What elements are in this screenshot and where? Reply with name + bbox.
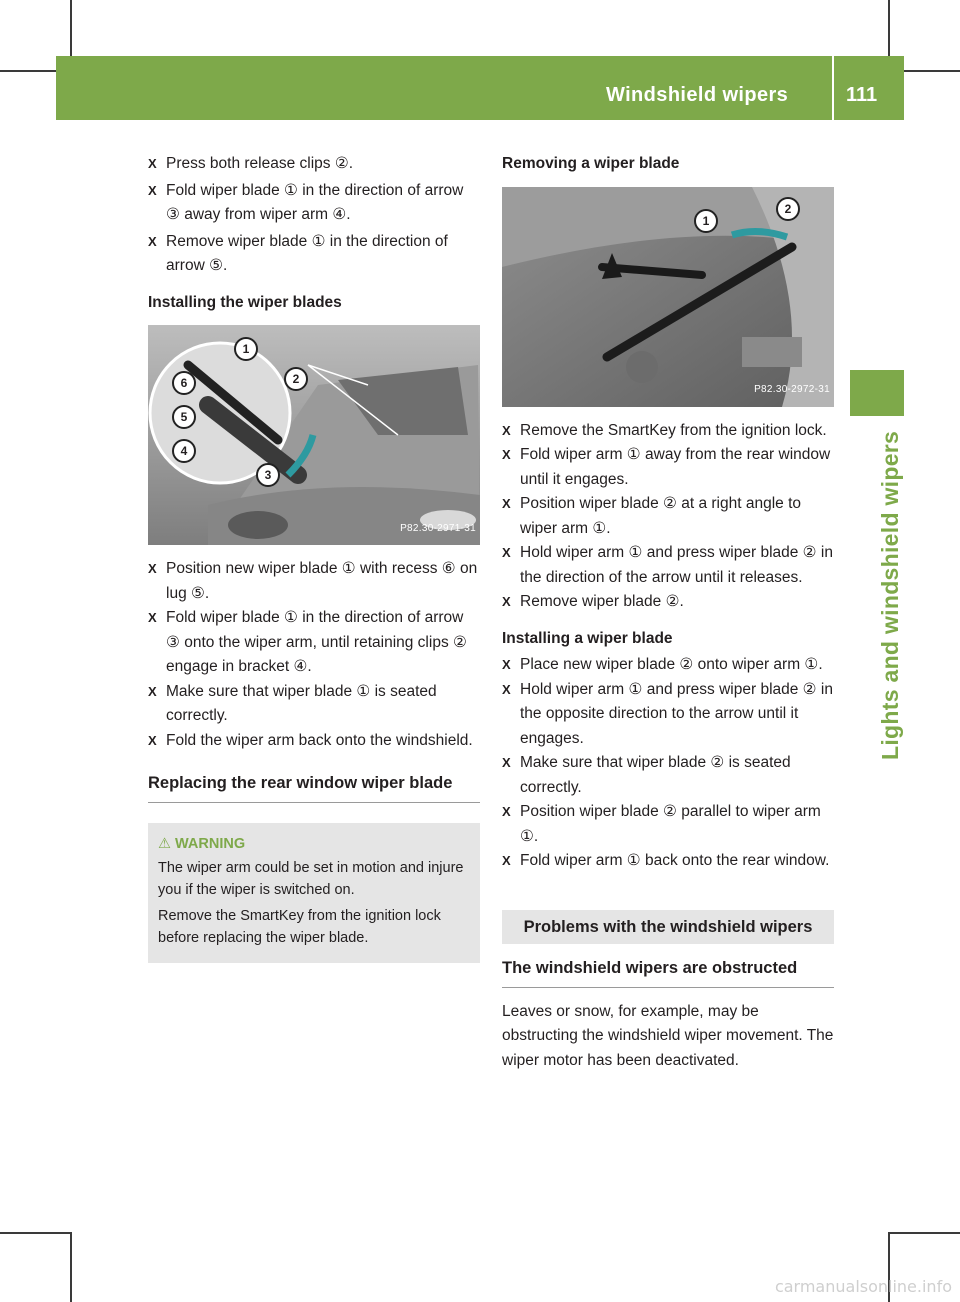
warning-text: The wiper arm could be set in motion and injure you if the wiper is switched on.: [158, 859, 464, 898]
right-column: [502, 152, 834, 1073]
step-item: X Fold wiper arm ① back onto the rear window.: [502, 849, 834, 874]
section-heading: Replacing the rear window wiper blade: [148, 771, 480, 803]
subheading: Installing a wiper blade: [502, 629, 673, 647]
arrow-marker-icon: X: [148, 610, 157, 625]
callout-6: 6: [172, 371, 196, 395]
crop-mark: [890, 1232, 960, 1234]
rear-wiper-photo: [502, 187, 834, 407]
page-number: 111: [846, 84, 878, 106]
left-column: [148, 152, 480, 963]
body-text: Leaves or snow, for example, may be obstructing the windshield wiper movement. The wiper motor has been deactivated.: [502, 1002, 834, 1069]
callout-1: 1: [234, 337, 258, 361]
step-item: X Position new wiper blade ① with recess ⑥ on lug ⑤.: [148, 557, 480, 606]
arrow-marker-icon: X: [502, 755, 511, 770]
subheading: Installing the wiper blades: [148, 293, 342, 311]
step-item: X Press both release clips ②.: [148, 152, 480, 177]
figure-code: P82.30-2971-31: [400, 522, 476, 534]
arrow-marker-icon: X: [148, 561, 157, 576]
arrow-marker-icon: X: [502, 681, 511, 697]
step-item: X Hold wiper arm ① and press wiper blade ② in the opposite direction to the arrow until it engages.: [502, 678, 834, 752]
arrow-marker-icon: X: [502, 447, 511, 462]
arrow-marker-icon: X: [148, 233, 157, 249]
step-item: X Remove wiper blade ②.: [502, 590, 834, 615]
subheading: Removing a wiper blade: [502, 155, 680, 172]
section-title: Windshield wipers: [606, 84, 789, 106]
arrow-marker-icon: X: [502, 853, 511, 868]
section-heading: The windshield wipers are obstructed: [502, 956, 834, 988]
warning-box: [148, 823, 480, 963]
arrow-marker-icon: X: [502, 594, 511, 609]
step-item: X Make sure that wiper blade ② is seated correctly.: [502, 751, 834, 800]
warning-header: ⚠ WARNING: [158, 835, 246, 852]
arrow-marker-icon: X: [502, 804, 511, 819]
watermark: carmanualsonline.info: [774, 1277, 952, 1296]
arrow-marker-icon: X: [502, 545, 511, 560]
crop-mark: [70, 1232, 72, 1302]
step-item: X Remove the SmartKey from the ignition lock.: [502, 419, 834, 444]
chapter-tab: [850, 370, 904, 416]
arrow-marker-icon: X: [148, 732, 157, 748]
step-item: X Place new wiper blade ② onto wiper arm ①.: [502, 653, 834, 678]
section-banner: Problems with the windshield wipers: [502, 910, 834, 945]
step-item: X Position wiper blade ② parallel to wiper arm ①.: [502, 800, 834, 849]
wiper-install-photo: [148, 325, 480, 545]
arrow-marker-icon: X: [502, 422, 511, 438]
chapter-title: Lights and windshield wipers: [877, 430, 903, 760]
callout-2: 2: [284, 367, 308, 391]
crop-mark: [0, 1232, 70, 1234]
step-item: X Fold the wiper arm back onto the windshield.: [148, 729, 480, 754]
step-item: X Fold wiper arm ① away from the rear window until it engages.: [502, 443, 834, 492]
callout-5: 5: [172, 405, 196, 429]
arrow-marker-icon: X: [502, 657, 511, 672]
step-item: X Hold wiper arm ① and press wiper blade ② in the direction of the arrow until it releases.: [502, 541, 834, 590]
callout-1: 1: [694, 209, 718, 233]
figure-code: P82.30-2972-31: [754, 384, 830, 395]
step-item: X Remove wiper blade ① in the direction of arrow ⑤.: [148, 230, 480, 279]
callout-4: 4: [172, 439, 196, 463]
warning-triangle-icon: ⚠: [158, 835, 171, 852]
header-divider: [832, 56, 834, 120]
arrow-marker-icon: X: [148, 156, 157, 171]
arrow-marker-icon: X: [502, 496, 511, 511]
step-item: X Position wiper blade ② at a right angle to wiper arm ①.: [502, 492, 834, 541]
callout-3: 3: [256, 463, 280, 487]
arrow-marker-icon: X: [148, 683, 157, 699]
step-item: X Fold wiper blade ① in the direction of arrow ③ onto the wiper arm, until retaining clips ② engage in bracket ④.: [148, 606, 480, 680]
step-item: X Fold wiper blade ① in the direction of arrow ③ away from wiper arm ④.: [148, 179, 480, 228]
warning-text: Remove the SmartKey from the ignition lock before replacing the wiper blade.: [158, 907, 441, 946]
step-item: X Make sure that wiper blade ① is seated correctly.: [148, 680, 480, 729]
arrow-marker-icon: X: [148, 182, 157, 198]
callout-2: 2: [776, 197, 800, 221]
